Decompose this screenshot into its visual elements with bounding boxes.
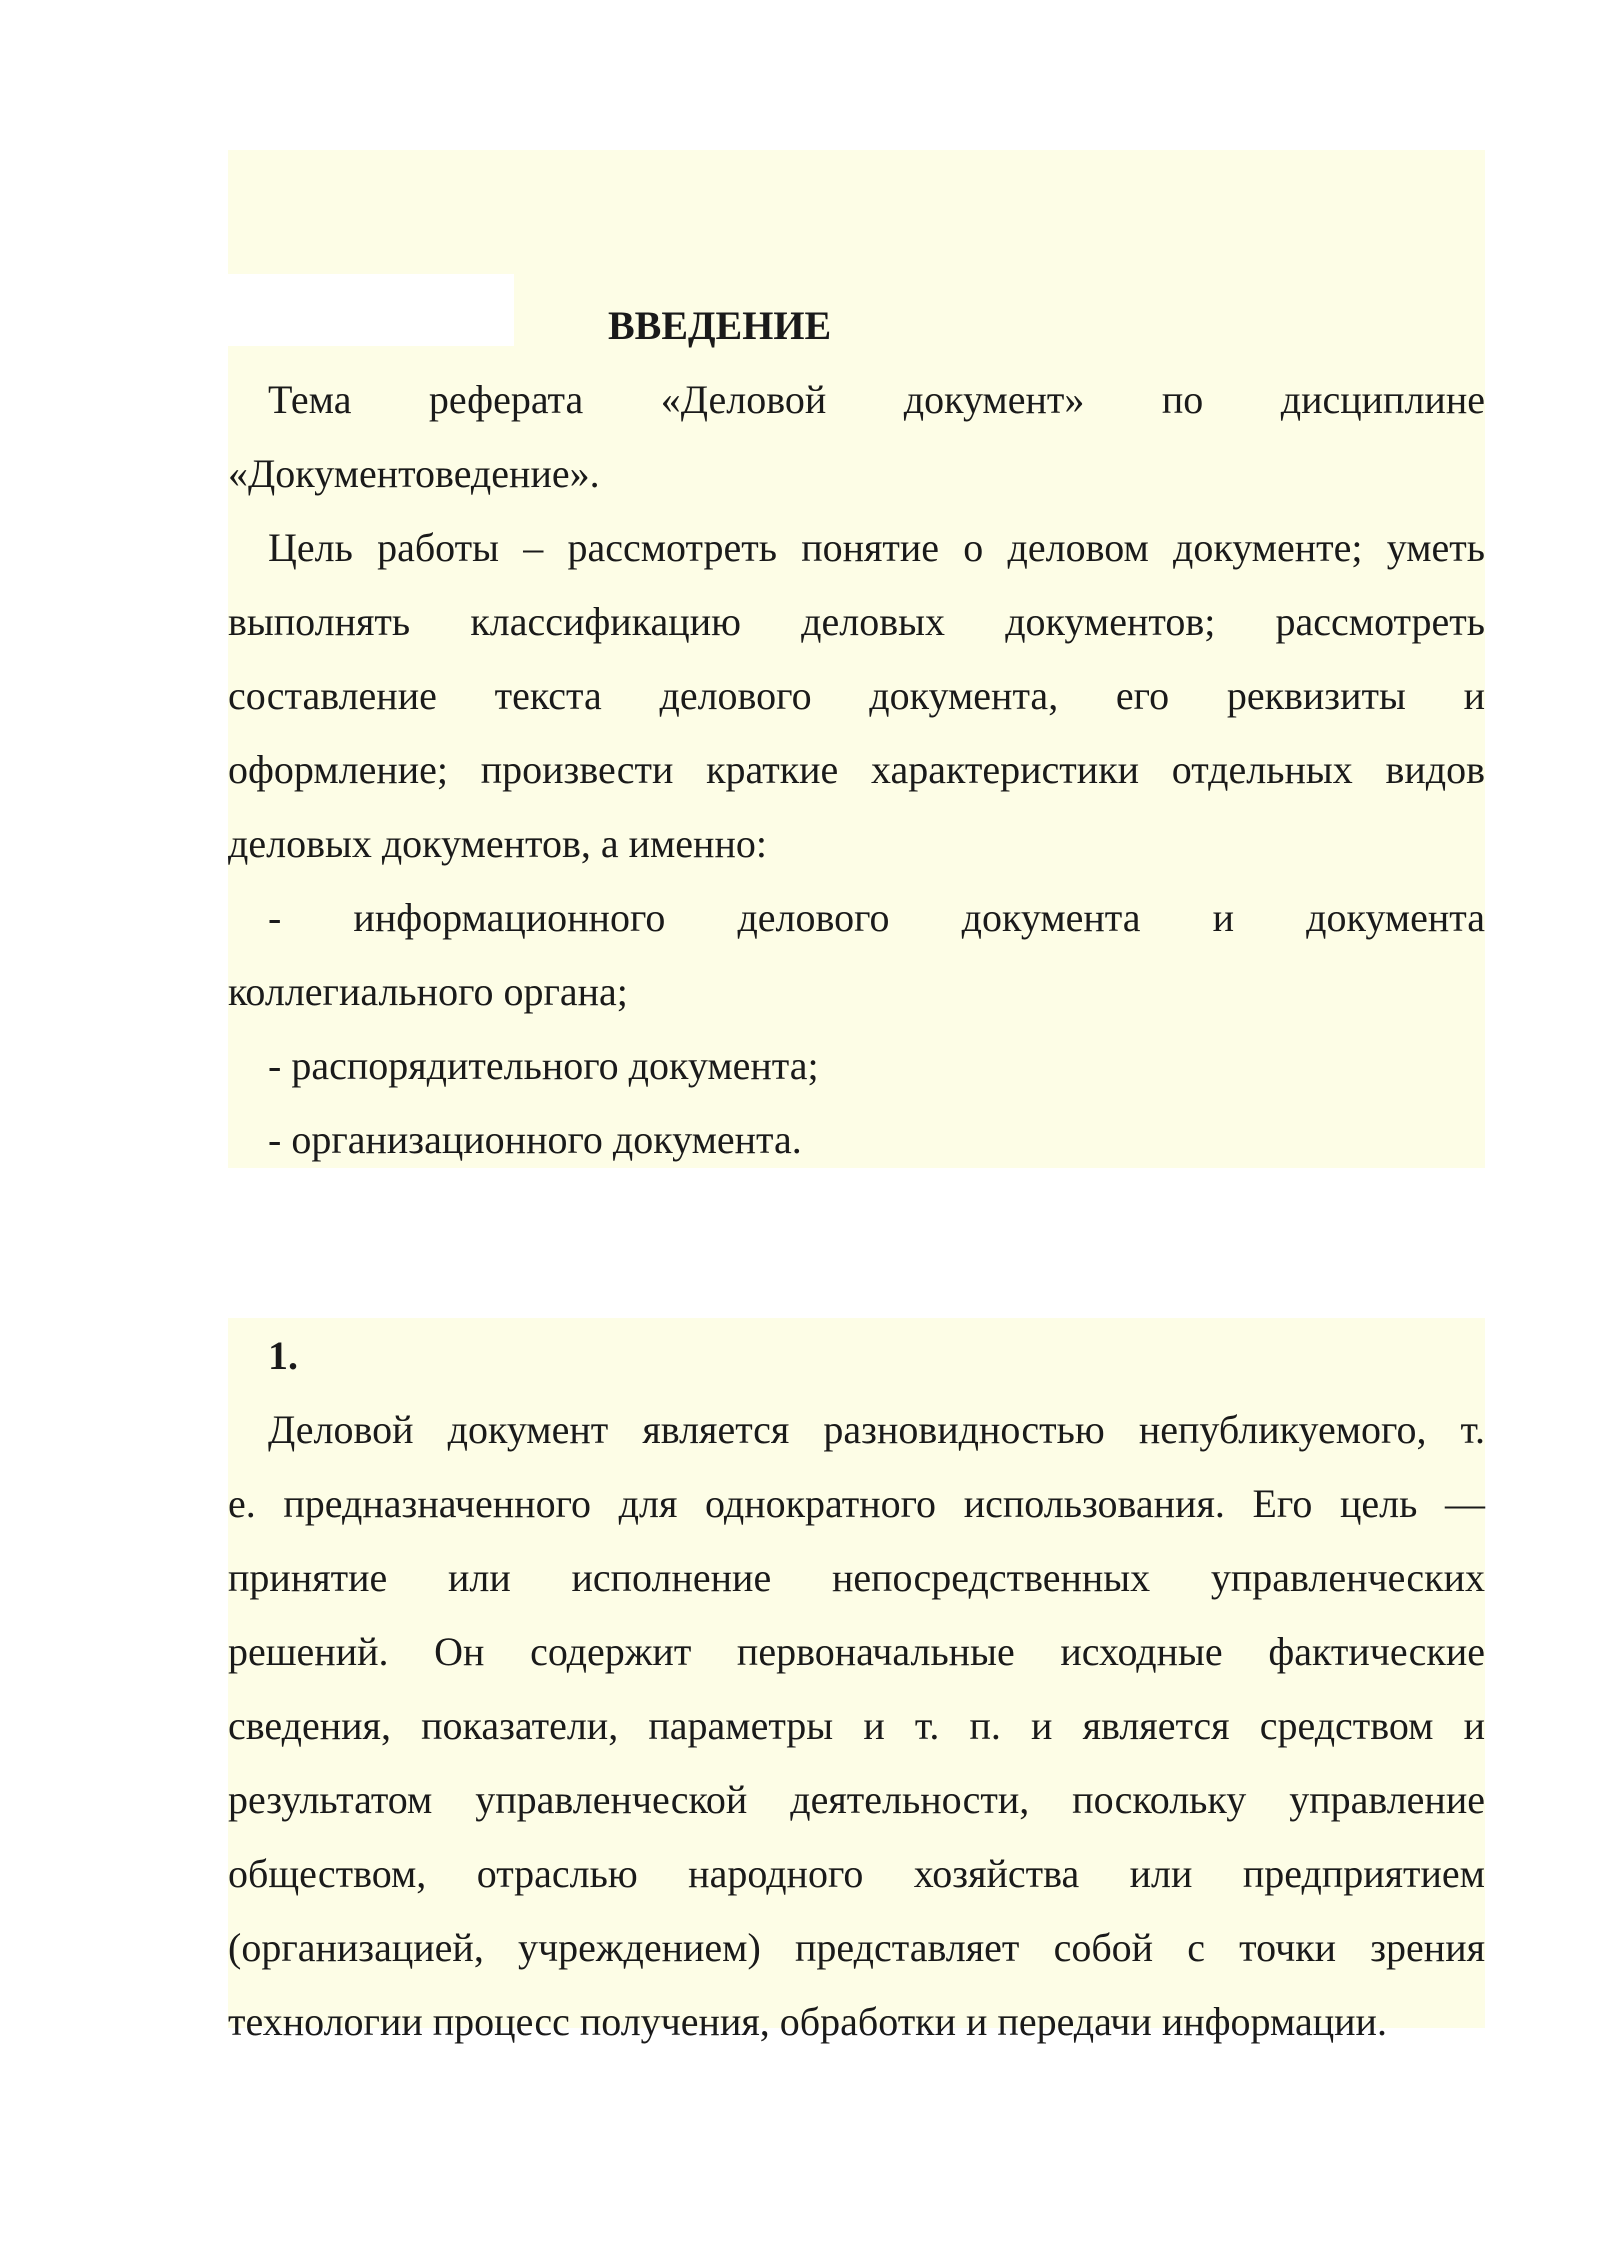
chapter1-section bbox=[228, 1318, 1485, 2044]
text-line: Деловой документ является разновидностью непубликуемого, т. bbox=[268, 1407, 1485, 1452]
text-line: е. предназначенного для однократного использования. Его цель — bbox=[228, 1481, 1485, 1526]
intro-section bbox=[228, 150, 1485, 1168]
text-line: (организацией, учреждением) представляет собой с точки зрения bbox=[228, 1925, 1485, 1970]
text-line: технологии процесс получения, обработки и передачи информации. bbox=[228, 1999, 1387, 2044]
text-line: выполнять классификацию деловых документов; рассмотреть bbox=[228, 599, 1485, 644]
text-line: Цель работы – рассмотреть понятие о деловом документе; уметь bbox=[268, 525, 1485, 570]
text-line: оформление; произвести краткие характеристики отдельных видов bbox=[228, 747, 1485, 792]
text-line: коллегиального органа; bbox=[228, 969, 628, 1014]
chapter1-heading: 1. bbox=[268, 1333, 298, 1378]
intro-body bbox=[228, 363, 1485, 1177]
text-line: деловых документов, а именно: bbox=[228, 821, 767, 866]
text-line: Тема реферата «Деловой документ» по дисциплине bbox=[268, 377, 1485, 422]
text-line: решений. Он содержит первоначальные исходные фактические bbox=[228, 1629, 1485, 1674]
text-line: составление текста делового документа, его реквизиты и bbox=[228, 673, 1485, 718]
text-line: результатом управленческой деятельности, поскольку управление bbox=[228, 1777, 1485, 1822]
text-line: сведения, показатели, параметры и т. п. и является средством и bbox=[228, 1703, 1485, 1748]
text-line: - распорядительного документа; bbox=[268, 1043, 819, 1088]
text-line: «Документоведение». bbox=[228, 451, 600, 496]
text-line: принятие или исполнение непосредственных управленческих bbox=[228, 1555, 1485, 1600]
text-line: обществом, отраслью народного хозяйства или предприятием bbox=[228, 1851, 1485, 1896]
text-line: - информационного делового документа и документа bbox=[268, 895, 1485, 940]
intro-heading: ВВЕДЕНИЕ bbox=[608, 303, 832, 348]
chapter1-body bbox=[228, 1393, 1485, 2059]
text-line: - организационного документа. bbox=[268, 1117, 802, 1162]
